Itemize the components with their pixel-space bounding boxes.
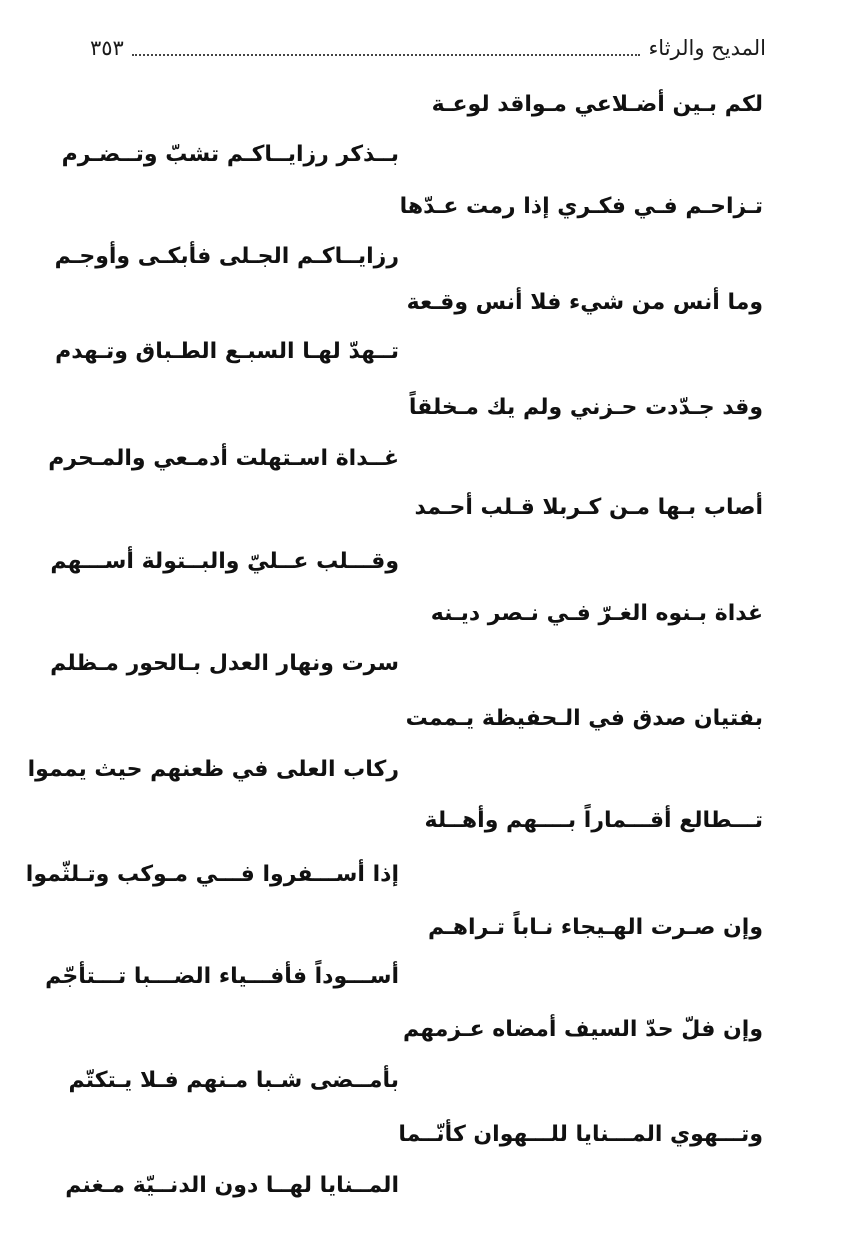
verse-11-first-hemistich: وتـــهوي المـــنايا للـــهوان كأنّــما: [398, 1122, 763, 1147]
verse-4-first-hemistich: وقد جـدّدت حـزني ولم يك مـخلقاً: [408, 395, 763, 420]
verse-10-first-hemistich: وإن فلّ حدّ السيف أمضاه عـزمهم: [403, 1017, 763, 1042]
verse-7-first-hemistich: بفتيان صدق في الـحفيظة يـممت: [405, 706, 763, 731]
verse-4-second-hemistich: غــداة اسـتهلت أدمـعي والمـحرم: [48, 446, 399, 471]
header-title: المديح والرثاء: [648, 36, 766, 60]
verse-1-second-hemistich: بــذكر رزايــاكـم تشبّ وتــضـرم: [61, 142, 399, 167]
dotted-leader: [132, 54, 641, 56]
verse-9-second-hemistich: أســـوداً فأفـــياء الضـــبا تـــتأجّم: [45, 964, 399, 989]
verse-2-first-hemistich: تـزاحـم فـي فكـري إذا رمت عـدّها: [399, 194, 763, 219]
verse-2-second-hemistich: رزايــاكـم الجـلى فأبكـى وأوجـم: [54, 244, 399, 269]
verse-5-first-hemistich: أصاب بـها مـن كـربلا قـلب أحـمد: [414, 495, 763, 520]
verse-7-second-hemistich: ركاب العلى في ظعنهم حيث يمموا: [27, 757, 399, 782]
page-number: ٣٥٣: [90, 36, 124, 60]
running-header: [90, 32, 766, 64]
verse-5-second-hemistich: وقـــلب عــليّ والبــتولة أســـهم: [50, 549, 399, 574]
verse-9-first-hemistich: وإن صـرت الهـيجاء نـاباً تـراهـم: [428, 915, 763, 940]
verse-6-first-hemistich: غداة بـنوه الغـرّ فـي نـصر ديـنه: [430, 601, 763, 626]
verse-3-second-hemistich: تــهدّ لهـا السبـع الطـباق وتـهدم: [55, 339, 399, 364]
verse-1-first-hemistich: لكم بـين أضـلاعي مـواقد لوعـة: [431, 92, 763, 117]
verse-3-first-hemistich: وما أنس من شيء فلا أنس وقـعة: [406, 290, 763, 315]
verse-10-second-hemistich: بأمــضى شـبا مـنهم فـلا يـتكتّم: [68, 1068, 399, 1093]
verse-6-second-hemistich: سرت ونهار العدل بـالحور مـظلم: [50, 651, 399, 676]
verse-11-second-hemistich: المــنايا لهــا دون الدنــيّة مـغنم: [65, 1173, 399, 1198]
verse-8-first-hemistich: تـــطالع أقـــماراً بــــهم وأهــلة: [424, 808, 763, 833]
verse-8-second-hemistich: إذا أســـفروا فـــي مـوكب وتـلثّموا: [25, 862, 399, 887]
